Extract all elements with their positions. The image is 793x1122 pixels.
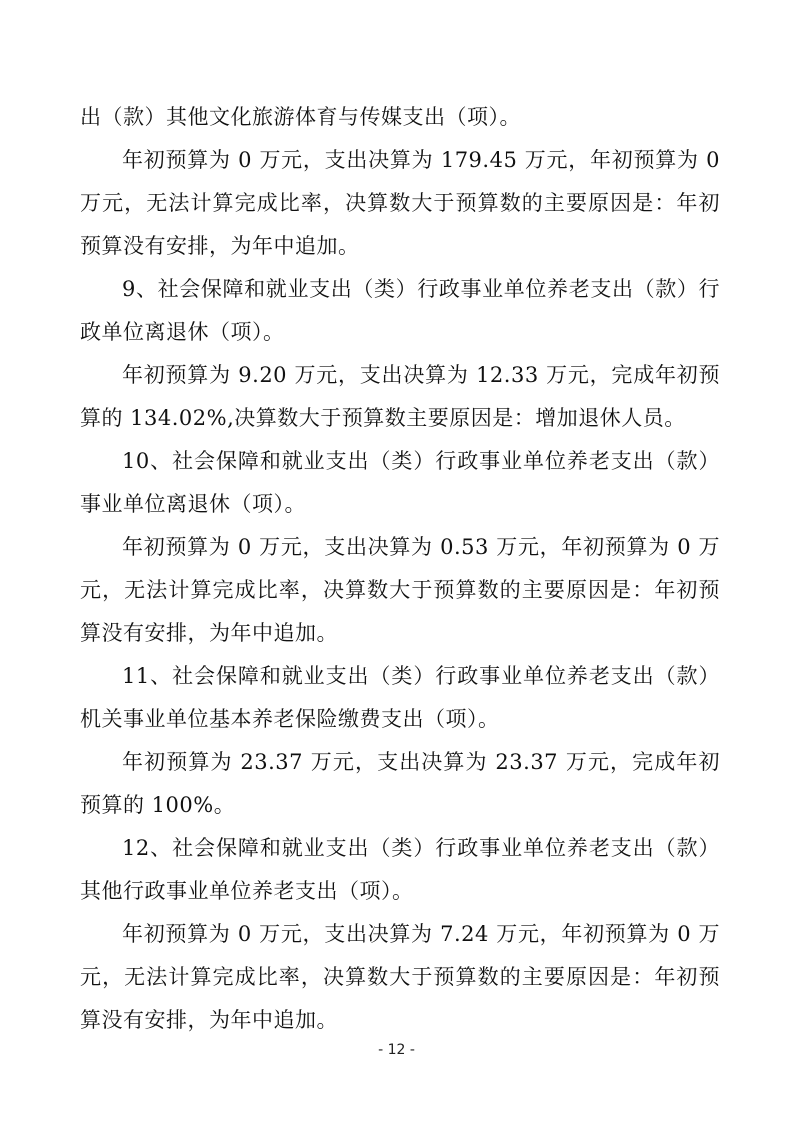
paragraph-item-9-budget: 年初预算为 9.20 万元，支出决算为 12.33 万元，完成年初预算的 134.02%,决算数大于预算数主要原因是：增加退休人员。	[80, 363, 720, 430]
page-number: - 12 -	[378, 1042, 415, 1058]
paragraph-item-12-heading: 12、社会保障和就业支出（类）行政事业单位养老支出（款）其他行政事业单位养老支出（项）。	[80, 836, 720, 903]
paragraph-budget-culture: 年初预算为 0 万元，支出决算为 179.45 万元，年初预算为 0 万元，无法计算完成比率，决算数大于预算数的主要原因是：年初预算没有安排，为年中追加。	[80, 148, 720, 258]
paragraph-item-10-budget: 年初预算为 0 万元，支出决算为 0.53 万元，年初预算为 0 万元，无法计算完成比率，决算数大于预算数的主要原因是：年初预算没有安排，为年中追加。	[80, 535, 720, 645]
paragraph-item-10-heading: 10、社会保障和就业支出（类）行政事业单位养老支出（款）事业单位离退休（项）。	[80, 449, 720, 516]
paragraph-continuation: 出（款）其他文化旅游体育与传媒支出（项）。	[80, 105, 521, 129]
paragraph-item-11-budget: 年初预算为 23.37 万元，支出决算为 23.37 万元，完成年初预算的 100%。	[80, 750, 720, 817]
paragraph-item-9-heading: 9、社会保障和就业支出（类）行政事业单位养老支出（款）行政单位离退休（项）。	[80, 277, 720, 344]
paragraph-item-12-budget: 年初预算为 0 万元，支出决算为 7.24 万元，年初预算为 0 万元，无法计算完成比率，决算数大于预算数的主要原因是：年初预算没有安排，为年中追加。	[80, 922, 720, 1032]
paragraph-item-11-heading: 11、社会保障和就业支出（类）行政事业单位养老支出（款）机关事业单位基本养老保险缴费支出（项）。	[80, 664, 720, 731]
